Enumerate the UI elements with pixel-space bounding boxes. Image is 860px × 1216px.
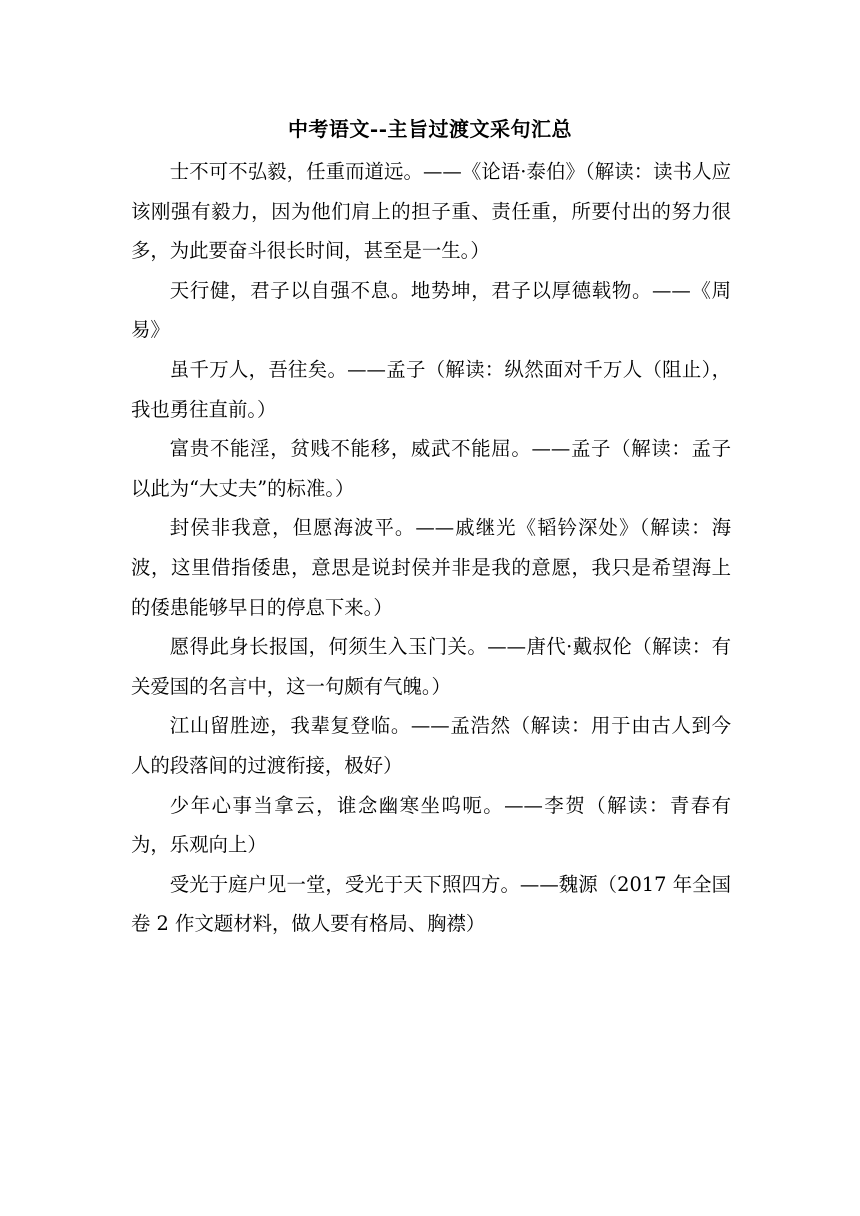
paragraph-2: 天行健，君子以自强不息。地势坤，君子以厚德载物。——《周易》 [131,278,731,342]
document-body [131,152,731,944]
paragraph-3: 虽千万人，吾往矣。——孟子（解读：纵然面对千万人（阻止），我也勇往直前。） [131,357,731,421]
paragraph-5: 封侯非我意，但愿海波平。——戚继光《韬钤深处》（解读：海波，这里借指倭患，意思是说封侯并非是我的意愿，我只是希望海上的倭患能够早日的停息下来。） [131,516,731,619]
paragraph-6: 愿得此身长报国，何须生入玉门关。——唐代·戴叔伦（解读：有关爱国的名言中，这一句颇有气魄。） [131,635,731,698]
paragraph-1: 士不可不弘毅，任重而道远。——《论语·泰伯》（解读：读书人应该刚强有毅力，因为他们肩上的担子重、责任重，所要付出的努力很多，为此要奋斗很长时间，甚至是一生。） [131,160,731,263]
paragraph-4: 富贵不能淫，贫贱不能移，威武不能屈。——孟子（解读：孟子以此为“大丈夫”的标准。） [131,437,731,500]
document-title: 中考语文--主旨过渡文采句汇总 [287,117,573,141]
paragraph-8: 少年心事当拿云，谁念幽寒坐呜呃。——李贺（解读：青春有为，乐观向上） [131,793,731,857]
paragraph-9: 受光于庭户见一堂，受光于天下照四方。——魏源（2017 年全国卷 2 作文题材料，做人要有格局、胸襟） [131,872,731,936]
paragraph-7: 江山留胜迹，我辈复登临。——孟浩然（解读：用于由古人到今人的段落间的过渡衔接，极好） [131,714,731,777]
